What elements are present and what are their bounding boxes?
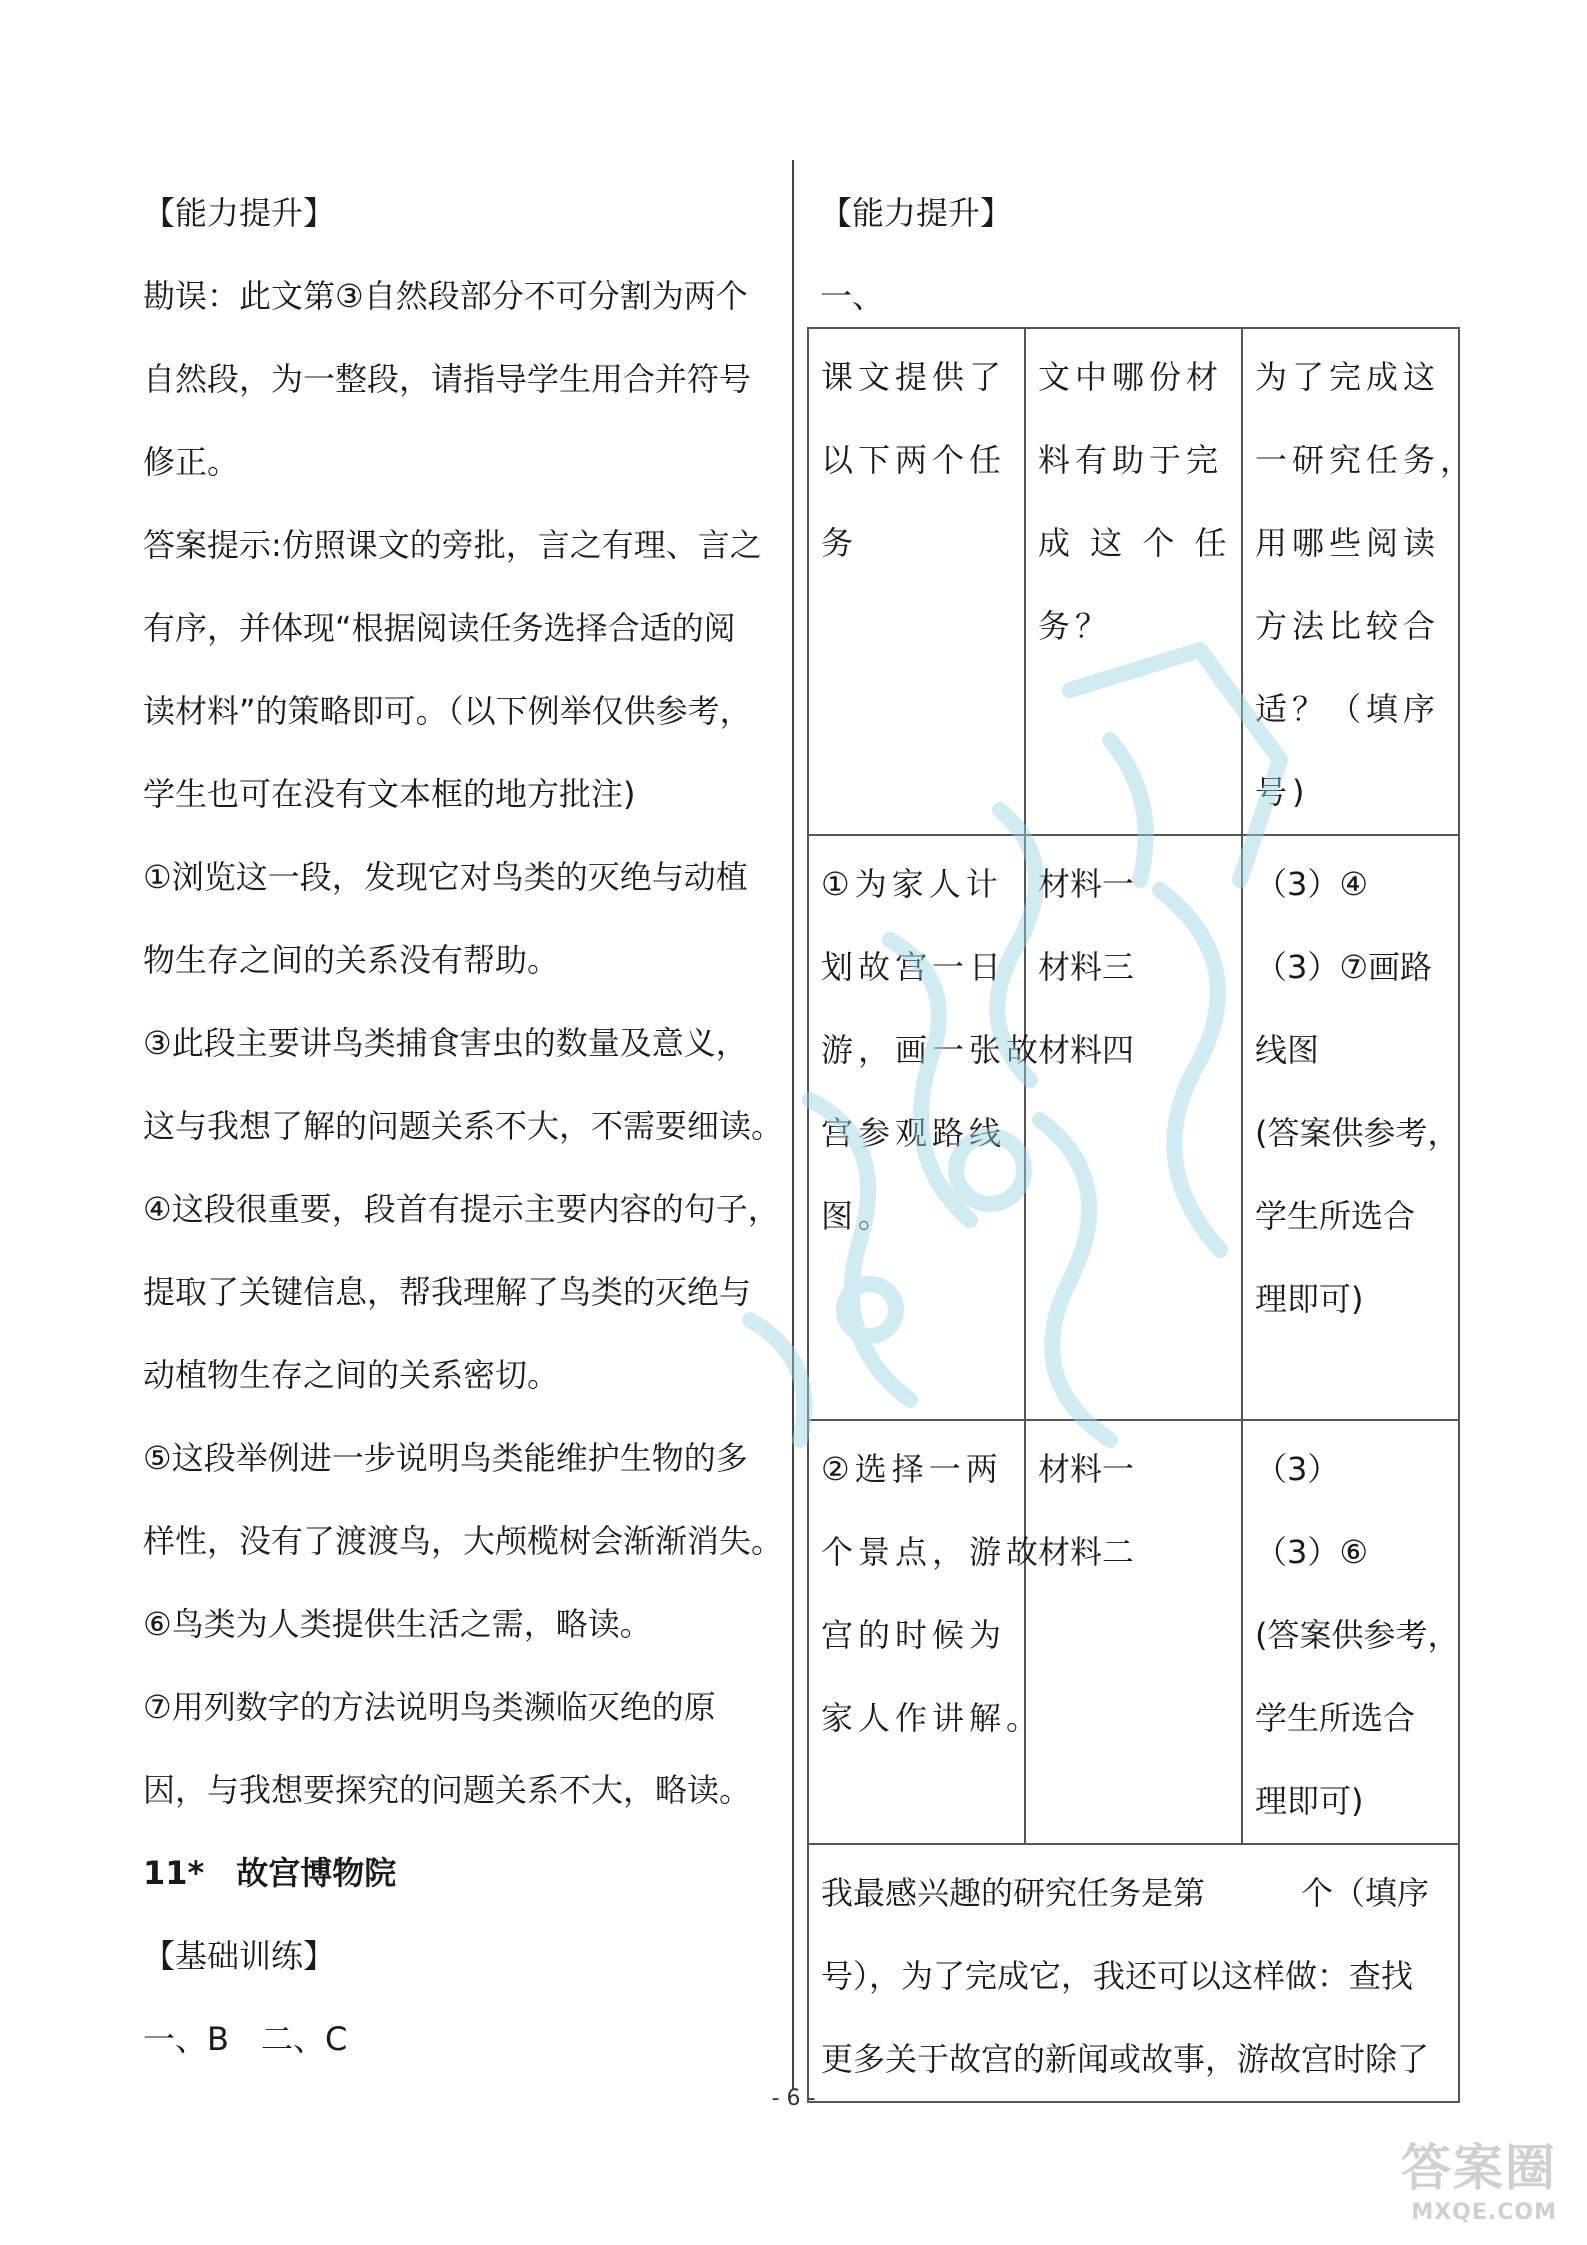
table-cell: 材料一 材料三 材料四 — [1025, 835, 1242, 1420]
left-line: 勘误：此文第③自然段部分不可分割为两个 — [143, 277, 748, 315]
left-line: ⑦用列数字的方法说明鸟类濒临灭绝的原 — [143, 1688, 716, 1726]
table-cell: ②选择一两 个景点，游故 宫的时候为 家人作讲解。 — [808, 1420, 1025, 1844]
left-line: 答案提示:仿照课文的旁批，言之有理、言之 — [143, 526, 762, 564]
header-cell: 课文提供了 以下两个任 务 — [808, 328, 1025, 835]
left-line: ⑥鸟类为人类提供生活之需，略读。 — [143, 1605, 652, 1643]
left-line: 因，与我想要探究的问题关系不大，略读。 — [143, 1771, 752, 1809]
left-line: 动植物生存之间的关系密切。 — [143, 1356, 560, 1394]
table-cell: ①为家人计 划故宫一日 游，画一张故 宫参观路线 图。 — [808, 835, 1025, 1420]
header-cell: 为了完成这 一研究任务， 用哪些阅读 方法比较合 适？（填序 号) — [1242, 328, 1459, 835]
left-line: ⑤这段举例进一步说明鸟类能维护生物的多 — [143, 1439, 748, 1477]
left-line: ①浏览这一段，发现它对鸟类的灭绝与动植 — [143, 858, 748, 896]
left-heading: 【能力提升】 — [143, 194, 336, 232]
table-footer-row — [808, 1844, 1459, 2102]
left-line: 物生存之间的关系没有帮助。 — [143, 941, 560, 979]
table-footer-cell: 我最感兴趣的研究任务是第 个（填序 号），为了完成它，我还可以这样做：查找 更多关于故宫的新闻或故事，游故宫时除了 — [808, 1844, 1459, 2102]
left-line: 这与我想了解的问题关系不大，不需要细读。 — [143, 1107, 784, 1145]
site-watermark — [1401, 2128, 1557, 2225]
left-line: 自然段，为一整段，请指导学生用合并符号 — [143, 360, 752, 398]
left-line: ④这段很重要，段首有提示主要内容的句子， — [143, 1190, 780, 1228]
left-line: 学生也可在没有文本框的地方批注) — [143, 775, 636, 813]
table-cell: （3） （3）⑥ (答案供参考， 学生所选合 理即可) — [1242, 1420, 1459, 1844]
table-header-row — [808, 328, 1459, 835]
column-divider — [792, 160, 794, 2090]
basic-answer: 一、B 二、C — [143, 2020, 348, 2058]
left-line: 修正。 — [143, 443, 240, 481]
table-cell: 材料一 材料二 — [1025, 1420, 1242, 1844]
left-line: 读材料”的策略即可。（以下例举仅供参考， — [143, 692, 752, 730]
table-cell: （3）④ （3）⑦画路 线图 (答案供参考， 学生所选合 理即可) — [1242, 835, 1459, 1420]
task-table — [807, 327, 1478, 2103]
header-cell: 文中哪份材 料有助于完 成 这 个 任 务？ — [1025, 328, 1242, 835]
section-number: 一、 — [820, 277, 885, 315]
page-number: - 6 - — [771, 2086, 816, 2111]
left-line: 有序，并体现“根据阅读任务选择合适的阅 — [143, 609, 736, 647]
left-column — [143, 172, 783, 2081]
table-row — [808, 1420, 1459, 1844]
left-line: 提取了关键信息，帮我理解了鸟类的灭绝与 — [143, 1273, 752, 1311]
basic-heading: 【基础训练】 — [143, 1937, 336, 1975]
left-line: ③此段主要讲鸟类捕食害虫的数量及意义， — [143, 1024, 748, 1062]
table-row — [808, 835, 1459, 1420]
watermark-url: MXQE.COM — [1411, 2200, 1557, 2225]
lesson-title: 11* 故宫博物院 — [143, 1854, 397, 1892]
right-column — [820, 172, 1460, 338]
watermark-logo: 答案圈 — [1401, 2139, 1557, 2197]
right-heading: 【能力提升】 — [820, 194, 1013, 232]
left-line: 样性，没有了渡渡鸟，大颅榄树会渐渐消失。 — [143, 1522, 784, 1560]
